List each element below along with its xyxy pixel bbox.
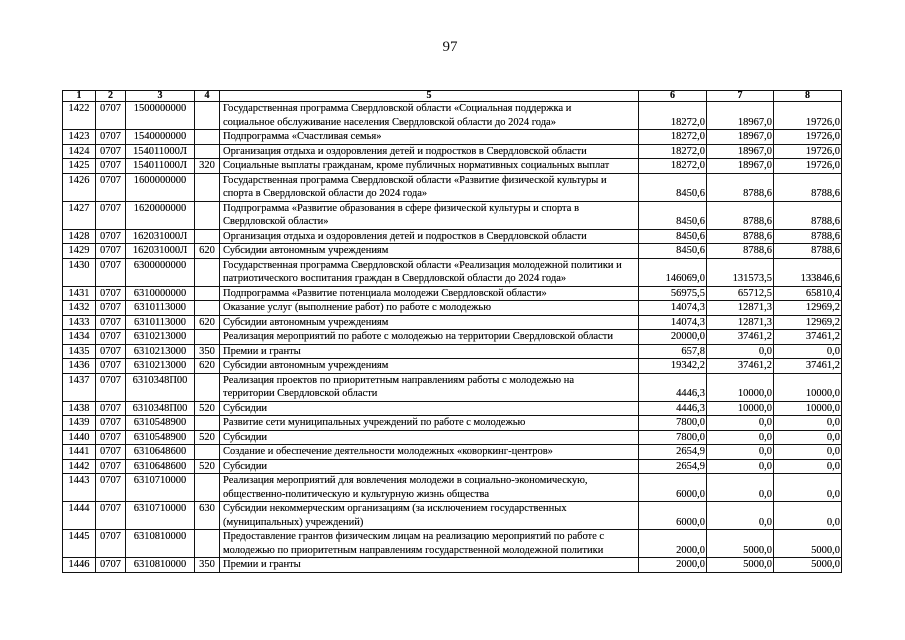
column-header: 1 [63,91,96,102]
target-code-cell: 6310648600 [126,445,195,460]
amount-col6-cell: 8450,6 [639,201,707,229]
description-cell: Субсидии некоммерческим организациям (за исключением государственных (муниципальных) учреждений) [220,502,639,530]
description-cell: Подпрограмма «Счастливая семья» [220,130,639,145]
amount-col8-cell: 0,0 [774,430,842,445]
description-cell: Субсидии [220,430,639,445]
target-code-cell: 6300000000 [126,258,195,286]
table-row [63,558,842,573]
expense-type-cell: 350 [195,344,220,359]
table-row [63,159,842,174]
expense-type-cell [195,286,220,301]
section-code-cell: 0707 [96,416,126,431]
expense-type-cell: 520 [195,401,220,416]
amount-col7-cell: 12871,3 [707,301,774,316]
amount-col6-cell: 6000,0 [639,502,707,530]
table-row [63,229,842,244]
expense-type-cell: 520 [195,430,220,445]
expense-type-cell: 350 [195,558,220,573]
row-number-cell: 1422 [63,102,96,130]
expense-type-cell [195,102,220,130]
row-number-cell: 1428 [63,229,96,244]
expense-type-cell: 630 [195,502,220,530]
amount-col7-cell: 37461,2 [707,330,774,345]
section-code-cell: 0707 [96,474,126,502]
table-row [63,258,842,286]
amount-col7-cell: 65712,5 [707,286,774,301]
amount-col8-cell: 0,0 [774,459,842,474]
section-code-cell: 0707 [96,459,126,474]
row-number-cell: 1440 [63,430,96,445]
row-number-cell: 1441 [63,445,96,460]
section-code-cell: 0707 [96,130,126,145]
table-row [63,430,842,445]
table-row [63,315,842,330]
expense-type-cell [195,530,220,558]
table-row [63,286,842,301]
description-cell: Субсидии автономным учреждениям [220,315,639,330]
table-body [63,102,842,573]
target-code-cell: 162031000Л [126,229,195,244]
amount-col6-cell: 7800,0 [639,416,707,431]
section-code-cell: 0707 [96,502,126,530]
amount-col7-cell: 0,0 [707,416,774,431]
amount-col8-cell: 12969,2 [774,315,842,330]
amount-col8-cell: 0,0 [774,445,842,460]
expense-type-cell [195,130,220,145]
row-number-cell: 1435 [63,344,96,359]
target-code-cell: 6310348П00 [126,401,195,416]
target-code-cell: 6310548900 [126,430,195,445]
amount-col8-cell: 133846,6 [774,258,842,286]
amount-col6-cell: 18272,0 [639,144,707,159]
target-code-cell: 154011000Л [126,144,195,159]
amount-col7-cell: 18967,0 [707,130,774,145]
target-code-cell: 6310113000 [126,301,195,316]
amount-col7-cell: 8788,6 [707,229,774,244]
description-cell: Субсидии [220,459,639,474]
amount-col6-cell: 8450,6 [639,229,707,244]
target-code-cell: 6310648600 [126,459,195,474]
row-number-cell: 1445 [63,530,96,558]
amount-col7-cell: 8788,6 [707,173,774,201]
target-code-cell: 6310213000 [126,359,195,374]
amount-col6-cell: 14074,3 [639,315,707,330]
amount-col6-cell: 657,8 [639,344,707,359]
description-cell: Подпрограмма «Развитие образования в сфере физической культуры и спорта в Свердловской области» [220,201,639,229]
row-number-cell: 1437 [63,373,96,401]
amount-col8-cell: 19726,0 [774,144,842,159]
target-code-cell: 1600000000 [126,173,195,201]
table-row [63,401,842,416]
amount-col7-cell: 18967,0 [707,144,774,159]
row-number-cell: 1434 [63,330,96,345]
expense-type-cell: 620 [195,359,220,374]
description-cell: Реализация мероприятий для вовлечения молодежи в социально-экономическую, общественно-политическую и культурную жизнь общества [220,474,639,502]
amount-col7-cell: 0,0 [707,502,774,530]
table-header-row [63,91,842,102]
expense-type-cell: 620 [195,244,220,259]
amount-col6-cell: 8450,6 [639,173,707,201]
section-code-cell: 0707 [96,445,126,460]
amount-col6-cell: 2654,9 [639,445,707,460]
amount-col7-cell: 5000,0 [707,558,774,573]
amount-col7-cell: 10000,0 [707,373,774,401]
amount-col8-cell: 19726,0 [774,102,842,130]
expense-type-cell [195,201,220,229]
table-row [63,244,842,259]
description-cell: Реализация проектов по приоритетным направлениям работы с молодежью на территории Свердловской области [220,373,639,401]
table-row [63,144,842,159]
amount-col8-cell: 5000,0 [774,530,842,558]
table-row [63,130,842,145]
table-row [63,344,842,359]
target-code-cell: 6310348П00 [126,373,195,401]
expense-type-cell [195,301,220,316]
description-cell: Премии и гранты [220,344,639,359]
expense-type-cell [195,229,220,244]
section-code-cell: 0707 [96,201,126,229]
amount-col8-cell: 8788,6 [774,229,842,244]
row-number-cell: 1425 [63,159,96,174]
target-code-cell: 6310213000 [126,344,195,359]
target-code-cell: 6310548900 [126,416,195,431]
description-cell: Создание и обеспечение деятельности молодежных «коворкинг-центров» [220,445,639,460]
section-code-cell: 0707 [96,173,126,201]
amount-col7-cell: 0,0 [707,459,774,474]
target-code-cell: 6310810000 [126,558,195,573]
table-row [63,359,842,374]
row-number-cell: 1427 [63,201,96,229]
column-header: 7 [707,91,774,102]
amount-col6-cell: 6000,0 [639,474,707,502]
row-number-cell: 1429 [63,244,96,259]
target-code-cell: 1500000000 [126,102,195,130]
section-code-cell: 0707 [96,301,126,316]
amount-col6-cell: 14074,3 [639,301,707,316]
target-code-cell: 162031000Л [126,244,195,259]
row-number-cell: 1424 [63,144,96,159]
section-code-cell: 0707 [96,430,126,445]
column-header: 6 [639,91,707,102]
section-code-cell: 0707 [96,159,126,174]
section-code-cell: 0707 [96,530,126,558]
table-row [63,459,842,474]
description-cell: Реализация мероприятий по работе с молодежью на территории Свердловской области [220,330,639,345]
amount-col7-cell: 0,0 [707,474,774,502]
column-header: 3 [126,91,195,102]
amount-col7-cell: 0,0 [707,344,774,359]
description-cell: Оказание услуг (выполнение работ) по работе с молодежью [220,301,639,316]
row-number-cell: 1430 [63,258,96,286]
amount-col8-cell: 65810,4 [774,286,842,301]
expense-type-cell [195,445,220,460]
expense-type-cell [195,474,220,502]
amount-col6-cell: 4446,3 [639,373,707,401]
row-number-cell: 1438 [63,401,96,416]
amount-col8-cell: 8788,6 [774,201,842,229]
description-cell: Субсидии [220,401,639,416]
table-row [63,416,842,431]
target-code-cell: 1540000000 [126,130,195,145]
amount-col8-cell: 19726,0 [774,130,842,145]
target-code-cell: 6310710000 [126,502,195,530]
expense-type-cell: 520 [195,459,220,474]
amount-col6-cell: 2000,0 [639,558,707,573]
amount-col7-cell: 12871,3 [707,315,774,330]
column-header: 2 [96,91,126,102]
row-number-cell: 1433 [63,315,96,330]
row-number-cell: 1436 [63,359,96,374]
amount-col6-cell: 18272,0 [639,130,707,145]
amount-col7-cell: 0,0 [707,430,774,445]
amount-col7-cell: 10000,0 [707,401,774,416]
amount-col8-cell: 8788,6 [774,244,842,259]
table-row [63,301,842,316]
row-number-cell: 1432 [63,301,96,316]
amount-col6-cell: 4446,3 [639,401,707,416]
amount-col7-cell: 18967,0 [707,159,774,174]
description-cell: Социальные выплаты гражданам, кроме публичных нормативных социальных выплат [220,159,639,174]
table-row [63,373,842,401]
amount-col8-cell: 37461,2 [774,330,842,345]
row-number-cell: 1439 [63,416,96,431]
target-code-cell: 6310710000 [126,474,195,502]
target-code-cell: 154011000Л [126,159,195,174]
table-row [63,102,842,130]
section-code-cell: 0707 [96,373,126,401]
target-code-cell: 6310113000 [126,315,195,330]
table-row [63,530,842,558]
description-cell: Государственная программа Свердловской области «Социальная поддержка и социальное обслуживание населения Свердловской области до 2024 года» [220,102,639,130]
amount-col6-cell: 2000,0 [639,530,707,558]
table-row [63,330,842,345]
section-code-cell: 0707 [96,359,126,374]
amount-col8-cell: 12969,2 [774,301,842,316]
description-cell: Предоставление грантов физическим лицам на реализацию мероприятий по работе с молодежью по приоритетным направлениям государственной молодежной политики [220,530,639,558]
target-code-cell: 6310000000 [126,286,195,301]
amount-col6-cell: 146069,0 [639,258,707,286]
amount-col8-cell: 10000,0 [774,373,842,401]
section-code-cell: 0707 [96,286,126,301]
amount-col7-cell: 37461,2 [707,359,774,374]
section-code-cell: 0707 [96,401,126,416]
table-row [63,201,842,229]
budget-table [62,90,842,573]
row-number-cell: 1443 [63,474,96,502]
expense-type-cell [195,330,220,345]
section-code-cell: 0707 [96,558,126,573]
amount-col6-cell: 19342,2 [639,359,707,374]
description-cell: Организация отдыха и оздоровления детей и подростков в Свердловской области [220,144,639,159]
page-number: 97 [442,39,458,55]
amount-col8-cell: 19726,0 [774,159,842,174]
expense-type-cell: 320 [195,159,220,174]
description-cell: Развитие сети муниципальных учреждений по работе с молодежью [220,416,639,431]
amount-col7-cell: 0,0 [707,445,774,460]
amount-col8-cell: 0,0 [774,474,842,502]
amount-col6-cell: 7800,0 [639,430,707,445]
row-number-cell: 1444 [63,502,96,530]
section-code-cell: 0707 [96,258,126,286]
amount-col6-cell: 20000,0 [639,330,707,345]
column-header: 4 [195,91,220,102]
row-number-cell: 1442 [63,459,96,474]
amount-col7-cell: 131573,5 [707,258,774,286]
amount-col6-cell: 56975,5 [639,286,707,301]
target-code-cell: 6310213000 [126,330,195,345]
description-cell: Организация отдыха и оздоровления детей и подростков в Свердловской области [220,229,639,244]
amount-col8-cell: 8788,6 [774,173,842,201]
section-code-cell: 0707 [96,330,126,345]
amount-col6-cell: 2654,9 [639,459,707,474]
amount-col6-cell: 8450,6 [639,244,707,259]
expense-type-cell [195,258,220,286]
description-cell: Премии и гранты [220,558,639,573]
section-code-cell: 0707 [96,344,126,359]
expense-type-cell [195,144,220,159]
section-code-cell: 0707 [96,144,126,159]
amount-col7-cell: 8788,6 [707,244,774,259]
amount-col7-cell: 18967,0 [707,102,774,130]
table-row [63,474,842,502]
row-number-cell: 1431 [63,286,96,301]
amount-col7-cell: 8788,6 [707,201,774,229]
section-code-cell: 0707 [96,102,126,130]
amount-col8-cell: 0,0 [774,344,842,359]
amount-col8-cell: 37461,2 [774,359,842,374]
expense-type-cell [195,373,220,401]
amount-col8-cell: 0,0 [774,416,842,431]
amount-col8-cell: 5000,0 [774,558,842,573]
row-number-cell: 1423 [63,130,96,145]
section-code-cell: 0707 [96,229,126,244]
expense-type-cell [195,173,220,201]
table-row [63,445,842,460]
row-number-cell: 1446 [63,558,96,573]
section-code-cell: 0707 [96,244,126,259]
description-cell: Государственная программа Свердловской области «Реализация молодежной политики и патриотического воспитания граждан в Свердловской области до 2024 года» [220,258,639,286]
column-header: 5 [220,91,639,102]
table-row [63,173,842,201]
description-cell: Субсидии автономным учреждениям [220,244,639,259]
target-code-cell: 1620000000 [126,201,195,229]
amount-col8-cell: 10000,0 [774,401,842,416]
column-header: 8 [774,91,842,102]
row-number-cell: 1426 [63,173,96,201]
table-row [63,502,842,530]
amount-col8-cell: 0,0 [774,502,842,530]
expense-type-cell: 620 [195,315,220,330]
amount-col6-cell: 18272,0 [639,159,707,174]
section-code-cell: 0707 [96,315,126,330]
amount-col7-cell: 5000,0 [707,530,774,558]
description-cell: Государственная программа Свердловской области «Развитие физической культуры и спорта в Свердловской области до 2024 года» [220,173,639,201]
description-cell: Субсидии автономным учреждениям [220,359,639,374]
description-cell: Подпрограмма «Развитие потенциала молодежи Свердловской области» [220,286,639,301]
expense-type-cell [195,416,220,431]
amount-col6-cell: 18272,0 [639,102,707,130]
target-code-cell: 6310810000 [126,530,195,558]
